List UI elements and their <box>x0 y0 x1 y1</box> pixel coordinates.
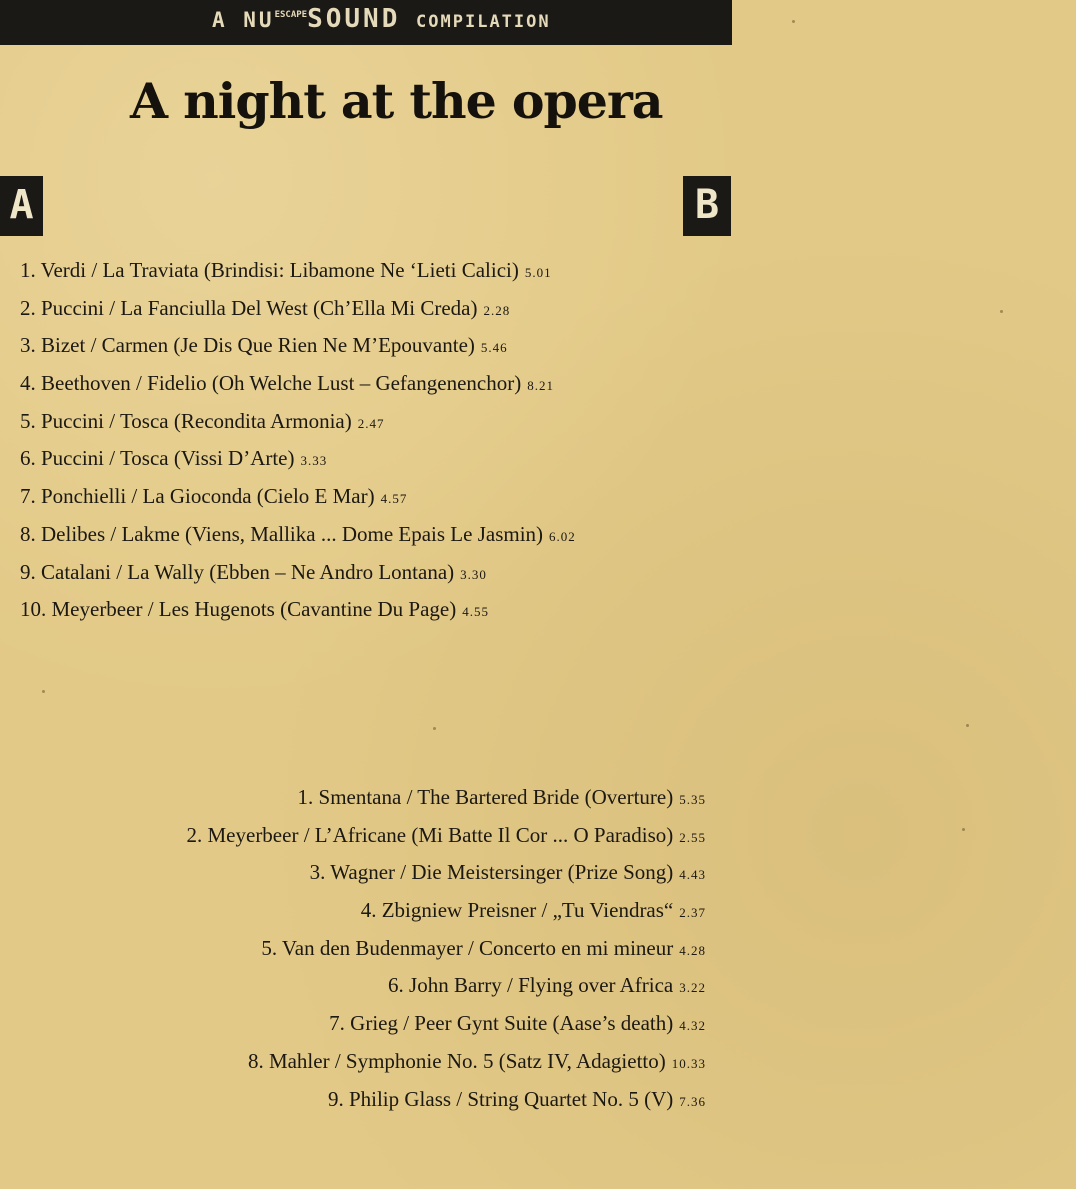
track-item <box>20 520 576 558</box>
track-title: 8. Delibes / Lakme (Viens, Mallika ... Dome Epais Le Jasmin) <box>20 521 544 546</box>
track-title: 5. Van den Budenmayer / Concerto en mi mineur <box>261 935 674 960</box>
track-title: 1. Smentana / The Bartered Bride (Overture) <box>297 785 674 809</box>
track-title: 2. Meyerbeer / L’Africane (Mi Batte Il Cor ... O Paradiso) <box>186 822 674 847</box>
banner-prefix: A NU <box>212 8 275 32</box>
paper-speck <box>42 690 45 693</box>
track-item <box>20 444 576 482</box>
track-duration: 4.43 <box>679 867 706 883</box>
track-duration: 5.46 <box>480 340 508 356</box>
track-duration: 5.01 <box>524 265 552 280</box>
side-a-label: A <box>0 176 43 236</box>
track-item <box>187 934 707 972</box>
track-item <box>187 858 707 896</box>
track-title: 4. Beethoven / Fidelio (Oh Welche Lust – Gefangenenchor) <box>20 371 522 396</box>
track-item <box>187 783 707 821</box>
track-title: 8. Mahler / Symphonie No. 5 (Satz IV, Adagietto) <box>247 1048 666 1073</box>
track-duration: 4.57 <box>380 491 408 507</box>
side-b-label: B <box>683 176 731 236</box>
track-title: 5. Puccini / Tosca (Recondita Armonia) <box>20 408 352 433</box>
track-duration: 2.37 <box>679 905 706 921</box>
side-a-tracklist <box>20 256 576 633</box>
side-b-tracklist <box>187 783 707 1122</box>
track-item <box>20 331 576 369</box>
track-duration: 3.33 <box>300 453 328 469</box>
track-duration: 4.32 <box>679 1018 706 1034</box>
track-duration: 5.35 <box>679 792 706 807</box>
paper-speck <box>966 724 969 727</box>
track-duration: 2.55 <box>679 829 706 845</box>
track-duration: 2.28 <box>483 302 511 318</box>
banner-suffix: COMPILATION <box>416 12 551 32</box>
track-item <box>20 558 576 596</box>
paper-speck <box>1000 310 1003 313</box>
track-duration: 4.55 <box>462 604 489 620</box>
track-title: 9. Catalani / La Wally (Ebben – Ne Andro Lontana) <box>20 559 455 584</box>
track-item <box>187 1047 707 1085</box>
paper-speck <box>792 20 795 23</box>
track-duration: 2.47 <box>357 415 385 431</box>
track-item <box>20 595 576 633</box>
track-title: 7. Ponchielli / La Gioconda (Cielo E Mar) <box>20 484 375 509</box>
track-title: 4. Zbigniew Preisner / „Tu Viendras“ <box>360 898 674 923</box>
banner-main: SOUND <box>307 4 401 34</box>
banner-text <box>212 4 551 34</box>
track-duration: 3.22 <box>679 980 706 996</box>
track-title: 6. Puccini / Tosca (Vissi D’Arte) <box>20 446 295 471</box>
track-item <box>20 482 576 520</box>
banner-small: ESCAPE <box>274 10 308 20</box>
track-item <box>187 896 707 934</box>
track-title: 3. Wagner / Die Meistersinger (Prize Song) <box>309 860 674 885</box>
track-item <box>187 821 707 859</box>
track-item <box>187 971 707 1009</box>
track-duration: 3.30 <box>460 566 487 582</box>
track-duration: 6.02 <box>549 528 576 544</box>
track-duration: 10.33 <box>671 1055 706 1071</box>
track-item <box>187 1085 707 1123</box>
track-title: 2. Puccini / La Fanciulla Del West (Ch’Ella Mi Creda) <box>20 295 478 320</box>
track-title: 7. Grieg / Peer Gynt Suite (Aase’s death) <box>329 1011 674 1036</box>
paper-speck <box>962 828 965 831</box>
track-item <box>20 407 576 445</box>
track-duration: 8.21 <box>527 378 554 394</box>
paper-speck <box>433 727 436 730</box>
track-duration: 4.28 <box>679 942 706 958</box>
track-title: 9. Philip Glass / String Quartet No. 5 (V) <box>327 1086 674 1111</box>
album-title: A night at the opera <box>130 72 663 130</box>
track-item <box>20 369 576 407</box>
track-title: 6. John Barry / Flying over Africa <box>388 973 674 998</box>
track-item <box>20 256 576 294</box>
track-item <box>187 1009 707 1047</box>
compilation-banner <box>0 0 732 45</box>
track-duration: 7.36 <box>679 1093 706 1109</box>
track-title: 1. Verdi / La Traviata (Brindisi: Libamone Ne ‘Lieti Calici) <box>20 258 519 282</box>
track-title: 10. Meyerbeer / Les Hugenots (Cavantine Du Page) <box>20 597 457 622</box>
track-item <box>20 294 576 332</box>
track-title: 3. Bizet / Carmen (Je Dis Que Rien Ne M’Epouvante) <box>20 333 475 358</box>
